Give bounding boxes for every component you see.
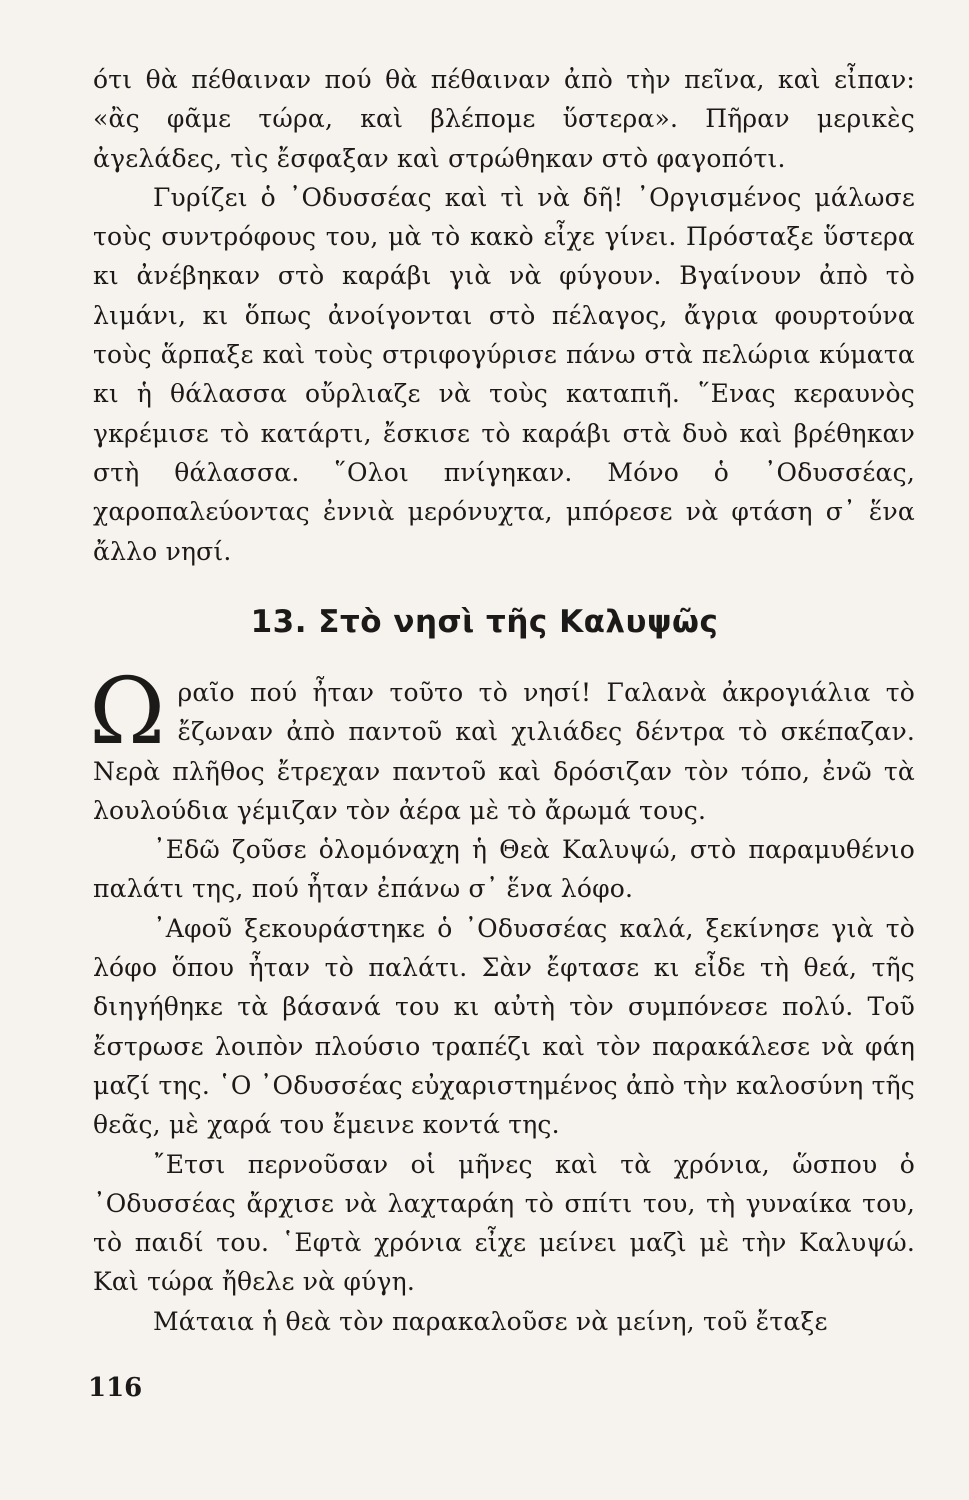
chapter-text <box>89 658 915 1341</box>
paragraph-seven-years: ῎Ετσι περνοῦσαν οἱ μῆνες καὶ τὰ χρόνια, ὥσπου ὁ ᾿Οδυσσέας ἄρχισε νὰ λαχταράη τὸ σπίτι του, τὴ γυναίκα του, τὸ παιδί του. ῾Εφτὰ χρόνια εἶχε μείνει μαζὶ μὲ τὴν Καλυψώ. Καὶ τώρα ἤθελε νὰ φύγη. <box>93 1149 915 1297</box>
chapter-title: 13. Στὸ νησὶ τῆς Καλυψῶς <box>250 604 719 640</box>
paragraph-calypso-palace: ᾿Εδῶ ζοῦσε ὁλομόναχη ἡ Θεὰ Καλυψώ, στὸ παραμυθένιο παλάτι της, πού ἦταν ἐπάνω σ᾿ ἕνα λόφο. <box>93 835 915 904</box>
paragraph-meeting-goddess: ᾿Αφοῦ ξεκουράστηκε ὁ ᾿Οδυσσέας καλά, ξεκίνησε γιὰ τὸ λόφο ὅπου ἦταν τὸ παλάτι. Σὰν ἔφτασε κι εἶδε τὴ θεά, τῆς διηγήθηκε τὰ βάσανά του κι αὐτὴ τὸν συμπόνεσε πολύ. Τοῦ ἔστρωσε λοιπὸν πλούσιο τραπέζι καὶ τὸν παρακάλεσε νὰ φάη μαζί της. ῾Ο ᾿Οδυσσέας εὐχαριστημένος ἀπὸ τὴν καλοσύνη τῆς θεᾶς, μὲ χαρά του ἔμεινε κοντά της. <box>93 913 915 1140</box>
drop-cap: Ω <box>89 658 166 765</box>
paragraph-goddess-pleads: Μάταια ἡ θεὰ τὸν παρακαλοῦσε νὰ μείνη, τοῦ ἔταξε <box>153 1306 828 1336</box>
paragraph-odysseus-returns: Γυρίζει ὁ ᾿Οδυσσέας καὶ τὶ νὰ δῆ! ᾿Οργισμένος μάλωσε τοὺς συντρόφους του, μὰ τὸ κακὸ εἶχε γίνει. Πρόσταξε ὕστερα κι ἀνέβηκαν στὸ καράβι γιὰ νὰ φύγουν. Βγαίνουν ἀπὸ τὸ λιμάνι, κι ὅπως ἀνοίγονται στὸ πέλαγος, ἄγρια φουρτούνα τοὺς ἅρπαξε καὶ τοὺς στριφογύρισε πάνω στὰ πελώρια κύματα κι ἡ θάλασσα οὔρλιαζε νὰ τοὺς καταπιῆ. ῞Ενας κεραυνὸς γκρέμισε τὸ κατάρτι, ἔσκισε τὸ καράβι στὰ δυὸ καὶ βρέθηκαν στὴ θάλασσα. ῞Ολοι πνίγηκαν. Μόνο ὁ ᾿Οδυσσέας, χαροπαλεύοντας ἐννιὰ μερόνυχτα, μπόρεσε νὰ φτάση σ᾿ ἕνα ἄλλο νησί. <box>93 182 915 566</box>
paragraph-island-text: ραῖο πού ἦταν τοῦτο τὸ νησί! Γαλανὰ ἀκρογιάλια τὸ ἔζωναν ἀπὸ παντοῦ καὶ χιλιάδες δέντρα τὸ σκέπαζαν. Νερὰ πλῆθος ἔτρεχαν παντοῦ καὶ δρόσιζαν τὸν τόπο, ἐνῶ τὰ λουλούδια γέμιζαν τὸν ἀέρα μὲ τὸ ἄρωμά τους. <box>93 678 915 825</box>
page-number: 116 <box>88 1373 143 1403</box>
paragraph-continued: ότι θὰ πέθαιναν πού θὰ πέθαιναν ἀπὸ τὴν πεῖνα, καὶ εἶπαν: «ἂς φᾶμε τώρα, καὶ βλέπομε ὕστερα». Πῆραν μερικὲς ἀγελάδες, τὶς ἔσφαξαν καὶ στρώθηκαν στὸ φαγοπότι. <box>93 65 915 173</box>
paragraph-island-description <box>89 658 915 830</box>
continued-text <box>93 60 915 571</box>
